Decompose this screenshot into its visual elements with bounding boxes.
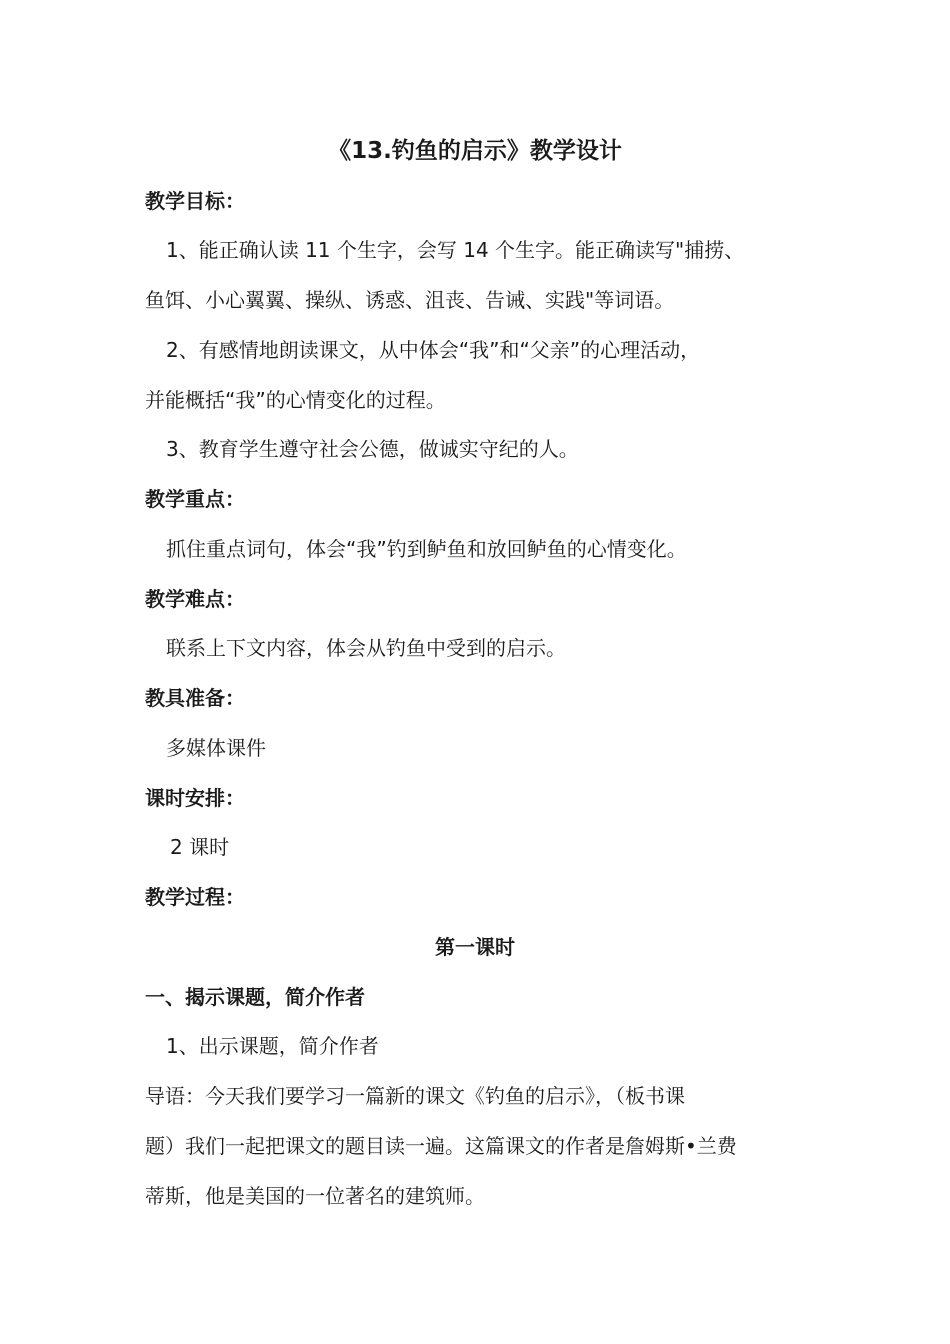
step-1: 1、出示课题，简介作者: [166, 1034, 379, 1058]
materials-text: 多媒体课件: [166, 736, 266, 760]
objective-1-line-2: 鱼饵、小心翼翼、操纵、诱惑、沮丧、告诫、实践"等词语。: [145, 288, 675, 312]
objective-2-line-2: 并能概括“我”的心情变化的过程。: [145, 388, 446, 412]
key-points-heading: 教学重点：: [145, 487, 245, 511]
key-points-text: 抓住重点词句，体会“我”钓到鲈鱼和放回鲈鱼的心情变化。: [166, 537, 687, 561]
document-title: 《13.钓鱼的启示》教学设计: [328, 138, 622, 164]
intro-line-3: 蒂斯，他是美国的一位著名的建筑师。: [145, 1184, 485, 1208]
process-heading: 教学过程：: [145, 885, 245, 909]
section-one-heading: 一、揭示课题，简介作者: [145, 985, 365, 1009]
difficulties-heading: 教学难点：: [145, 587, 245, 611]
schedule-text: 2 课时: [170, 835, 230, 859]
schedule-heading: 课时安排：: [145, 786, 245, 810]
objectives-heading: 教学目标：: [145, 189, 245, 213]
materials-heading: 教具准备：: [145, 686, 245, 710]
objective-1-line-1: 1、能正确认读 11 个生字，会写 14 个生字。能正确读写"捕捞、: [166, 238, 745, 262]
intro-line-1: 导语：今天我们要学习一篇新的课文《钓鱼的启示》，（板书课: [145, 1084, 685, 1108]
objective-3: 3、教育学生遵守社会公德，做诚实守纪的人。: [166, 437, 579, 461]
objective-2-line-1: 2、有感情地朗读课文，从中体会“我”和“父亲”的心理活动，: [166, 338, 701, 362]
difficulties-text: 联系上下文内容，体会从钓鱼中受到的启示。: [166, 636, 566, 660]
lesson-one-heading: 第一课时: [435, 935, 515, 959]
intro-line-2: 题）我们一起把课文的题目读一遍。这篇课文的作者是詹姆斯•兰费: [145, 1134, 737, 1158]
